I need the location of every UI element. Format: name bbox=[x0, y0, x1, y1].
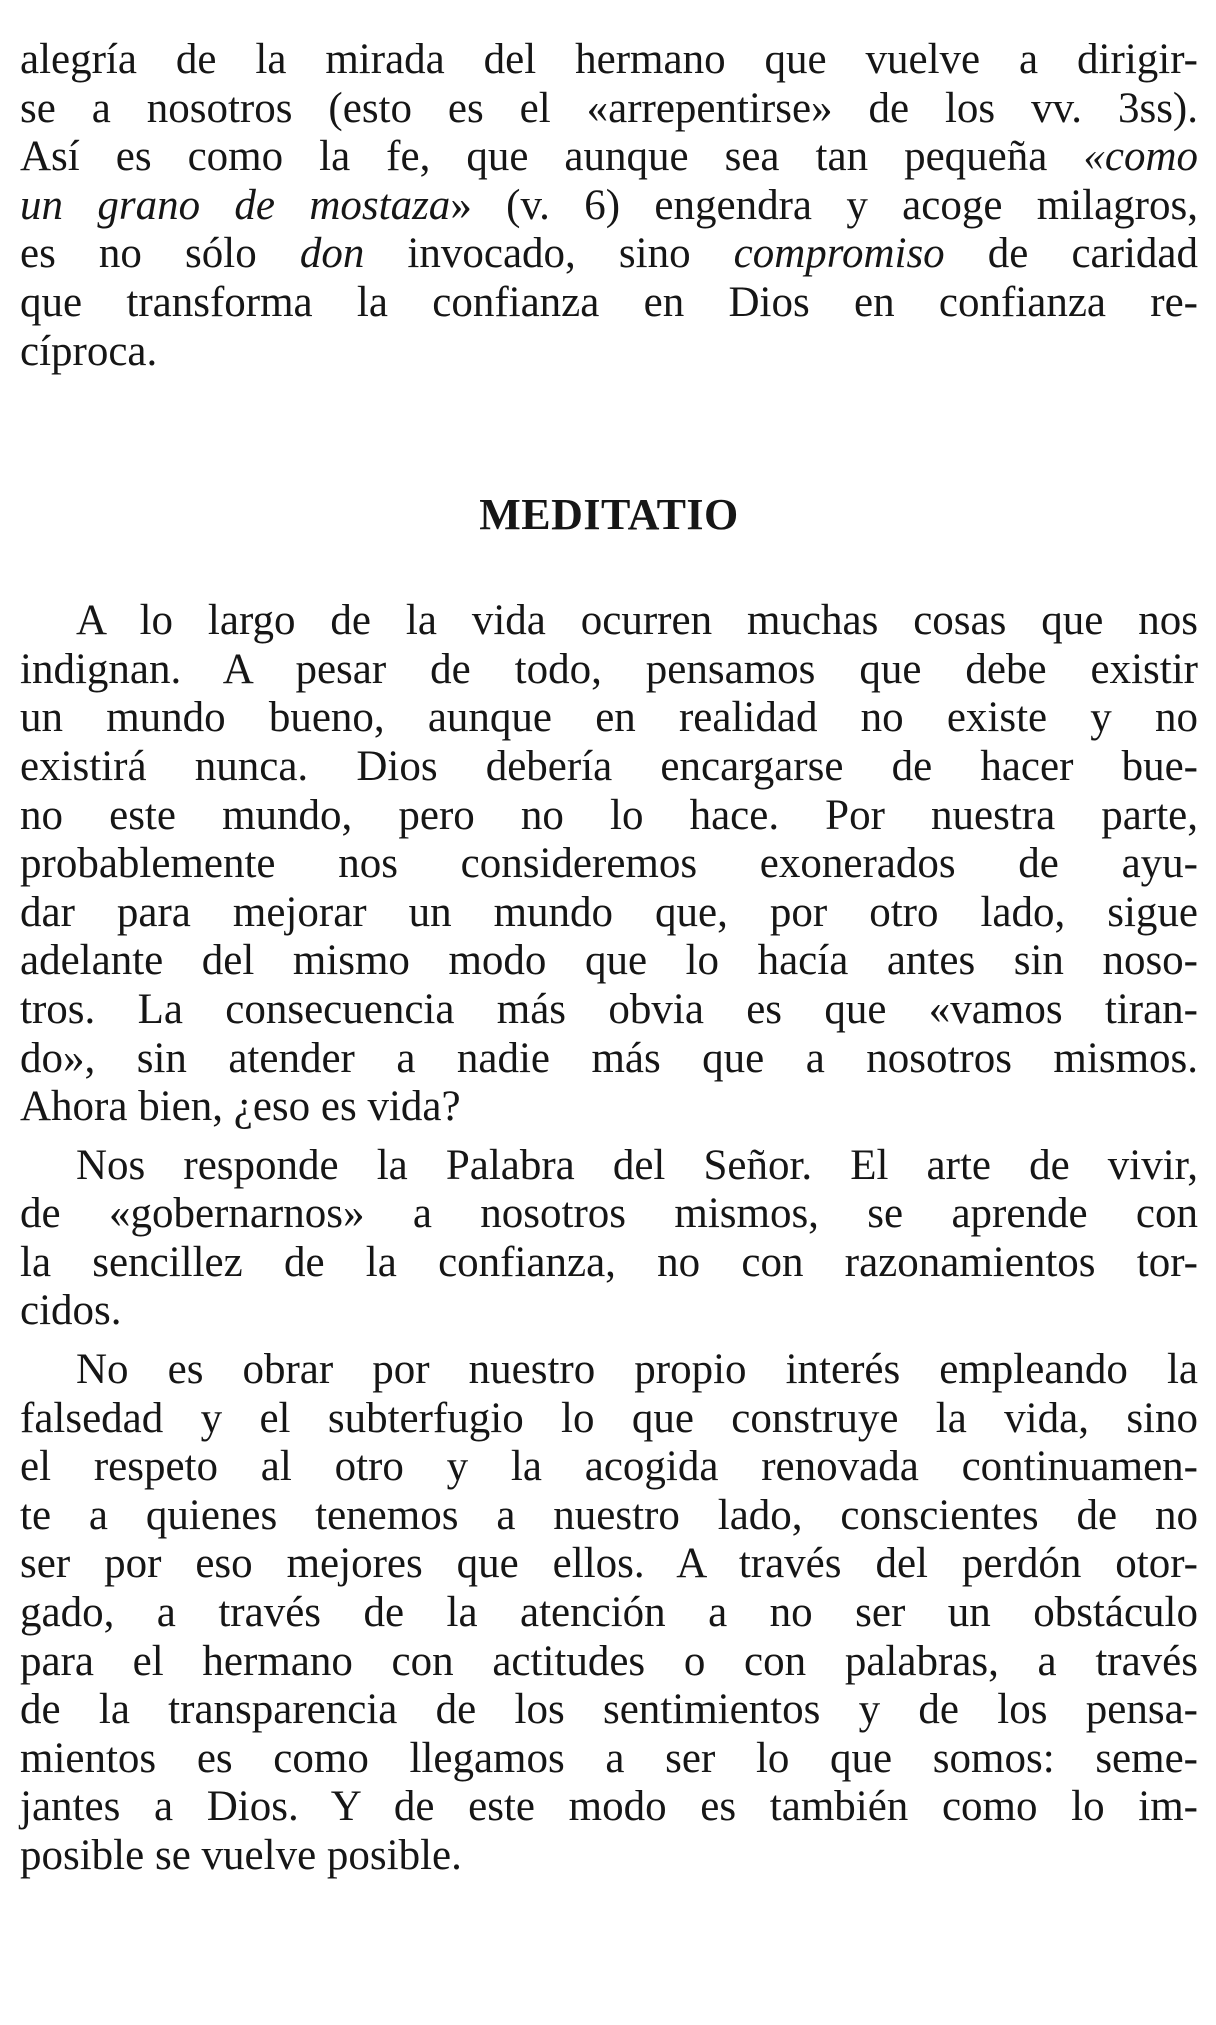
text-line: gado, a través de la atención a no ser un obstáculo bbox=[20, 1589, 1198, 1637]
italic-quote: «como bbox=[1083, 133, 1198, 181]
text-line: no este mundo, pero no lo hace. Por nuestra parte, bbox=[20, 791, 1198, 839]
text-line bbox=[20, 230, 1198, 279]
paragraph-gap bbox=[20, 1132, 1198, 1142]
italic-word-don: don bbox=[299, 230, 365, 278]
text-line: te a quienes tenemos a nuestro lado, conscientes de no bbox=[20, 1491, 1198, 1539]
text-line: de la transparencia de los sentimientos y de los pensa- bbox=[20, 1686, 1198, 1734]
text-line: probablemente nos consideremos exonerados de ayu- bbox=[20, 840, 1198, 888]
text-line: posible se vuelve posible. bbox=[20, 1832, 462, 1879]
paragraph-meditatio-2 bbox=[20, 1142, 1198, 1336]
text-run: es no sólo bbox=[20, 230, 300, 278]
text-line: cíproca. bbox=[20, 327, 158, 375]
paragraph-meditatio-1 bbox=[20, 597, 1198, 1132]
text-line: el respeto al otro y la acogida renovada continuamen- bbox=[20, 1443, 1198, 1491]
italic-word-compromiso: compromiso bbox=[733, 230, 945, 278]
text-line bbox=[20, 133, 1198, 182]
text-line: jantes a Dios. Y de este modo es también como lo im- bbox=[20, 1783, 1198, 1831]
text-line: alegría de la mirada del hermano que vuelve a dirigir- bbox=[20, 36, 1198, 83]
paragraph-gap bbox=[20, 1336, 1198, 1346]
text-run: Así es como la fe, que aunque sea tan pequeña bbox=[20, 133, 1084, 181]
text-line: Nos responde la Palabra del Señor. El arte de vivir, bbox=[76, 1141, 1198, 1189]
text-line: do», sin atender a nadie más que a nosotros mismos. bbox=[20, 1034, 1198, 1082]
text-run: invocado, sino bbox=[364, 230, 734, 278]
paragraph-meditatio-3 bbox=[20, 1346, 1198, 1881]
text-line: cidos. bbox=[20, 1287, 122, 1335]
text-line: un mundo bueno, aunque en realidad no existe y no bbox=[20, 694, 1198, 742]
text-line: ser por eso mejores que ellos. A través del perdón otor- bbox=[20, 1540, 1198, 1588]
text-line: tros. La consecuencia más obvia es que «vamos tiran- bbox=[20, 985, 1198, 1033]
text-line: A lo largo de la vida ocurren muchas cosas que nos bbox=[76, 597, 1198, 645]
text-line: adelante del mismo modo que lo hacía antes sin noso- bbox=[20, 937, 1198, 985]
text-run: » (v. 6) engendra y acoge milagros, bbox=[450, 181, 1198, 229]
text-line: existirá nunca. Dios debería encargarse de hacer bue- bbox=[20, 742, 1198, 790]
text-line: falsedad y el subterfugio lo que construye la vida, sino bbox=[20, 1394, 1198, 1442]
text-line: mientos es como llegamos a ser lo que somos: seme- bbox=[20, 1734, 1198, 1782]
text-line: se a nosotros (esto es el «arrepentirse» de los vv. 3ss). bbox=[20, 84, 1198, 132]
text-line bbox=[20, 182, 1198, 231]
section-heading: MEDITATIO bbox=[479, 490, 739, 540]
text-line: de «gobernarnos» a nosotros mismos, se aprende con bbox=[20, 1190, 1198, 1238]
italic-quote: un grano de mostaza bbox=[20, 181, 451, 229]
text-line: la sencillez de la confianza, no con razonamientos tor- bbox=[20, 1238, 1198, 1286]
text-line: para el hermano con actitudes o con palabras, a través bbox=[20, 1637, 1198, 1685]
text-line: No es obrar por nuestro propio interés empleando la bbox=[76, 1346, 1198, 1394]
text-line: indignan. A pesar de todo, pensamos que debe existir bbox=[20, 645, 1198, 693]
text-line: que transforma la confianza en Dios en confianza re- bbox=[20, 278, 1198, 326]
text-line: dar para mejorar un mundo que, por otro lado, sigue bbox=[20, 888, 1198, 936]
text-line: Ahora bien, ¿eso es vida? bbox=[20, 1083, 461, 1131]
paragraph-continuation bbox=[20, 36, 1198, 376]
text-run: de caridad bbox=[944, 230, 1198, 278]
